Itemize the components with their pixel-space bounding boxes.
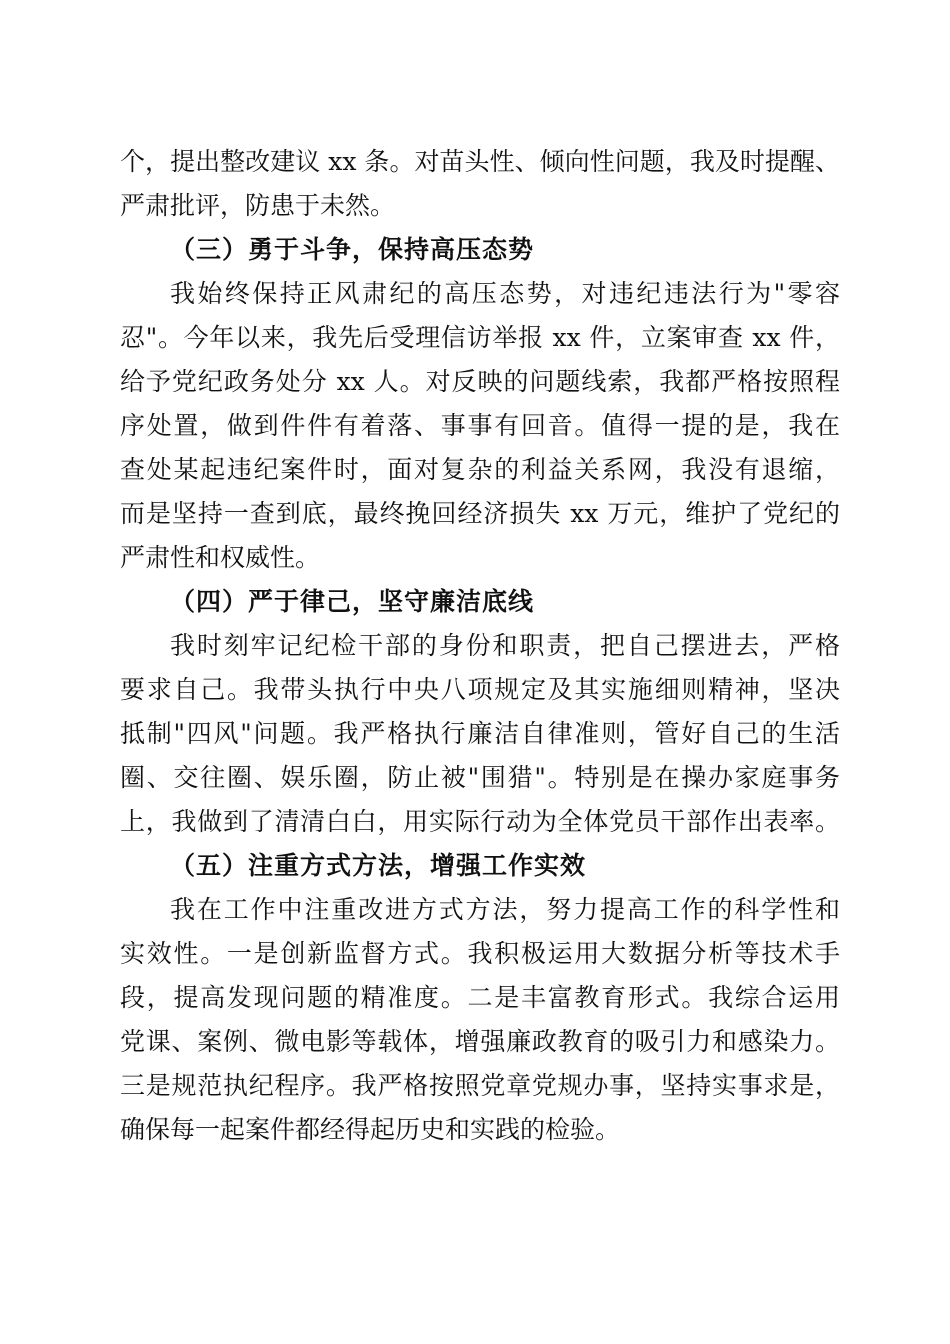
paragraph-line: 序处置，做到件件有着落、事事有回音。值得一提的是，我在 (120, 411, 840, 440)
paragraph-line: 严肃批评，防患于未然。 (120, 191, 396, 220)
paragraph-line: 我时刻牢记纪检干部的身份和职责，把自己摆进去，严格 (170, 631, 840, 660)
paragraph-line: 个，提出整改建议 xx 条。对苗头性、倾向性问题，我及时提醒、 (120, 147, 840, 176)
paragraph-line: 严肃性和权威性。 (120, 543, 321, 572)
paragraph-line: 要求自己。我带头执行中央八项规定及其实施细则精神，坚决 (120, 675, 840, 704)
paragraph-line: 查处某起违纪案件时，面对复杂的利益关系网，我没有退缩， (120, 455, 840, 484)
paragraph-line: 而是坚持一查到底，最终挽回经济损失 xx 万元，维护了党纪的 (120, 499, 840, 528)
section-heading-3: （三）勇于斗争，保持高压态势 (170, 235, 535, 264)
paragraph-line: 圈、交往圈、娱乐圈，防止被"围猎"。特别是在操办家庭事务 (120, 763, 840, 792)
paragraph-line: 给予党纪政务处分 xx 人。对反映的问题线索，我都严格按照程 (120, 367, 840, 396)
paragraph-line: 抵制"四风"问题。我严格执行廉洁自律准则，管好自己的生活 (120, 719, 840, 748)
paragraph-line: 党课、案例、微电影等载体，增强廉政教育的吸引力和感染力。 (120, 1027, 840, 1056)
section-heading-5: （五）注重方式方法，增强工作实效 (170, 851, 587, 880)
paragraph-line: 段，提高发现问题的精准度。二是丰富教育形式。我综合运用 (120, 983, 840, 1012)
section-heading-4: （四）严于律己，坚守廉洁底线 (170, 587, 535, 616)
paragraph-line: 忍"。今年以来，我先后受理信访举报 xx 件，立案审查 xx 件， (120, 323, 840, 352)
paragraph-line: 确保每一起案件都经得起历史和实践的检验。 (120, 1115, 621, 1144)
paragraph-line: 我在工作中注重改进方式方法，努力提高工作的科学性和 (170, 895, 840, 924)
paragraph-line: 我始终保持正风肃纪的高压态势，对违纪违法行为"零容 (170, 279, 840, 308)
paragraph-line: 三是规范执纪程序。我严格按照党章党规办事，坚持实事求是， (120, 1071, 840, 1100)
paragraph-line: 上，我做到了清清白白，用实际行动为全体党员干部作出表率。 (120, 807, 840, 836)
paragraph-line: 实效性。一是创新监督方式。我积极运用大数据分析等技术手 (120, 939, 840, 968)
document-body (120, 140, 840, 1152)
